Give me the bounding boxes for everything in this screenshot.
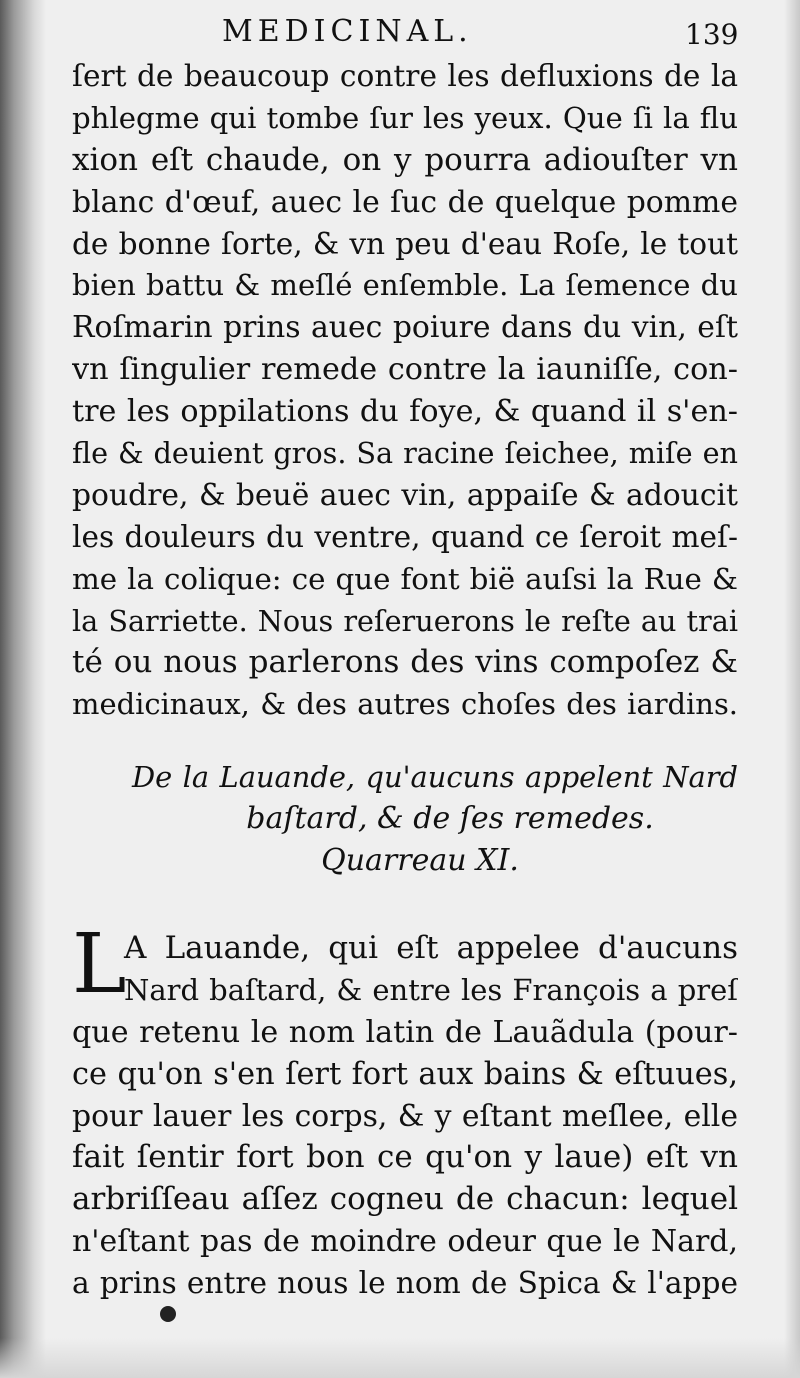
- text-line: Nard baſtard, & entre les François a preſ: [124, 972, 738, 1007]
- text-line: ce qu'on s'en ſert fort aux bains & eſtuues,: [72, 1056, 738, 1092]
- text-line: les douleurs du ventre, quand ce ſeroit meſ-: [72, 519, 738, 554]
- text-line: que retenu le nom latin de Lauãdula (pour-: [72, 1014, 738, 1050]
- text-line: la Sarriette. Nous reſeruerons le reſte au trai: [72, 603, 738, 638]
- text-line: phlegme qui tombe ſur les yeux. Que ſi la flu: [72, 100, 738, 135]
- running-title: MEDICINAL.: [222, 14, 473, 49]
- drop-cap: L: [72, 917, 127, 1012]
- text-line: pour lauer les corps, & y eſtant meſlee, elle: [72, 1098, 738, 1134]
- text-line: poudre, & beuë auec vin, appaiſe & adoucit: [72, 477, 738, 513]
- text-line: blanc d'œuf, auec le ſuc de quelque pomme: [72, 184, 738, 220]
- text-line: A Lauande, qui eſt appelee d'aucuns: [124, 930, 738, 966]
- page-header: [0, 14, 800, 54]
- text-line: me la colique: ce que font bië auſsi la Rue &: [72, 561, 738, 596]
- page-number: 139: [685, 18, 739, 51]
- text-line: fle & deuient gros. Sa racine ſeichee, miſe en: [72, 436, 738, 471]
- section-heading: [72, 756, 738, 882]
- text-line: vn ſingulier remede contre la iauniſſe, con-: [72, 352, 738, 388]
- text-line: n'eſtant pas de moindre odeur que le Nard,: [72, 1224, 738, 1260]
- heading-title-line-2: baſtard, & de ſes remedes.: [246, 801, 654, 836]
- gutter-shadow: [0, 0, 46, 1378]
- text-line: de bonne ſorte, & vn peu d'eau Roſe, le tout: [72, 226, 738, 261]
- page-edge: [784, 0, 800, 1378]
- ink-dot: [160, 1306, 176, 1322]
- text-line: ſert de beaucoup contre les defluxions de la: [72, 59, 738, 93]
- text-line: a prins entre nous le nom de Spica & l'appe: [72, 1266, 738, 1301]
- text-line: Roſmarin prins auec poiure dans du vin, eſt: [72, 310, 738, 346]
- text-line: bien battu & meſlé enſemble. La ſemence du: [72, 268, 738, 303]
- paragraph-1: [72, 56, 738, 726]
- text-line: fait ſentir fort bon ce qu'on y laue) eſt vn: [72, 1139, 738, 1176]
- paragraph-2: [72, 917, 738, 1305]
- text-line: tre les oppilations du foye, & quand il s'en-: [72, 394, 738, 430]
- text-line: arbriſſeau aſſez cogneu de chacun: lequel: [72, 1181, 738, 1218]
- text-line: xion eſt chaude, on y pourra adiouſter vn: [72, 141, 738, 178]
- section-subheading: Quarreau XI.: [321, 843, 519, 878]
- text-line: té ou nous parlerons des vins compoſez &: [72, 644, 738, 681]
- page-bottom-shadow: [0, 1338, 800, 1378]
- heading-title-line-1: De la Lauande, qu'aucuns appelent Nard: [132, 760, 738, 794]
- text-line: medicinaux, & des autres choſes des iardins.: [72, 687, 738, 722]
